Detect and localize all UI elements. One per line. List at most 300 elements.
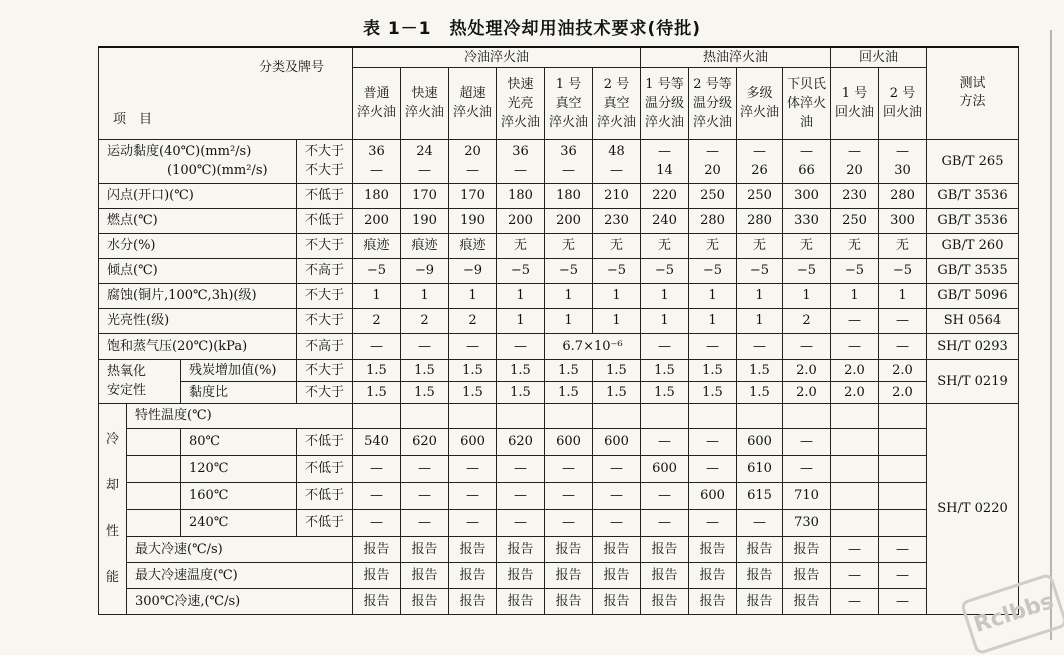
value-cell: 2.0 [783, 381, 831, 403]
empty-cell [783, 403, 831, 428]
value-line: 66 [798, 163, 815, 178]
value-cell: 1 [401, 283, 449, 308]
requirement-line: 不大于 [304, 144, 344, 159]
value-cell: 无 [783, 233, 831, 258]
value-cell: −5 [879, 258, 927, 283]
value-cell: −5 [783, 258, 831, 283]
value-cell: 无 [593, 233, 641, 258]
value-cell: 报告 [545, 536, 593, 562]
value-cell: 200 [497, 208, 545, 233]
property-label: 黏度比 [181, 381, 297, 403]
empty-cell [689, 403, 737, 428]
temperature-header: 特性温度(℃) [127, 403, 353, 428]
value-cell: 1 [641, 308, 689, 333]
value-cell: 240 [641, 208, 689, 233]
cooling-header-row [99, 403, 1019, 428]
requirement-cell: 不大于 [297, 359, 353, 381]
value-cell: — [641, 428, 689, 455]
column-header-line: 淬火油 [739, 105, 779, 120]
value-cell [831, 428, 879, 455]
group-label-line: 安定性 [107, 383, 147, 398]
value-cell: 1.5 [497, 381, 545, 403]
requirement-cell: 不大于 [297, 233, 353, 258]
property-label: 光亮性(级) [99, 308, 297, 333]
cooling-temperature-row [99, 428, 1019, 455]
group-cold-quench: 冷油淬火油 [353, 47, 641, 67]
value-cell-merged: 6.7×10⁻⁶ [545, 333, 641, 359]
value-cell [689, 139, 737, 183]
value-cell: 报告 [401, 588, 449, 614]
column-header-line: 2 号 [889, 86, 916, 101]
value-cell: 报告 [593, 588, 641, 614]
value-cell: 250 [689, 183, 737, 208]
value-cell: — [831, 536, 879, 562]
empty-cell [831, 403, 879, 428]
column-header [593, 67, 641, 139]
value-cell: 170 [449, 183, 497, 208]
method-cell: GB/T 260 [927, 233, 1019, 258]
value-cell: — [497, 455, 545, 482]
property-label: 燃点(℃) [99, 208, 297, 233]
value-line: 36 [512, 144, 529, 159]
table-number: 表 1－1 [362, 19, 432, 39]
value-cell: 报告 [449, 536, 497, 562]
value-cell: 无 [737, 233, 783, 258]
value-line: — [848, 144, 861, 159]
value-cell: — [449, 455, 497, 482]
value-cell: 1 [545, 283, 593, 308]
group-label-line: 热氧化 [107, 364, 147, 379]
value-line: 36 [368, 144, 385, 159]
column-header-line: 2 号等 [693, 76, 732, 92]
value-cell: 1 [879, 283, 927, 308]
value-line: 36 [560, 144, 577, 159]
value-cell: 620 [401, 428, 449, 455]
cooling-extra-row [99, 536, 1019, 562]
value-cell: 170 [401, 183, 449, 208]
value-cell: −5 [831, 258, 879, 283]
column-header-line: 普通 [363, 86, 390, 101]
value-cell: 报告 [593, 536, 641, 562]
property-row [99, 283, 1019, 308]
value-cell: 200 [545, 208, 593, 233]
value-cell: 报告 [737, 536, 783, 562]
property-row [99, 208, 1019, 233]
value-line: — [466, 163, 479, 178]
value-cell: 1.5 [545, 359, 593, 381]
value-cell: — [641, 482, 689, 509]
value-cell: — [831, 333, 879, 359]
value-cell: 报告 [783, 536, 831, 562]
value-cell: 报告 [689, 536, 737, 562]
value-cell: — [545, 482, 593, 509]
value-cell: 1.5 [353, 381, 401, 403]
value-line: 26 [751, 163, 768, 178]
value-cell: 330 [783, 208, 831, 233]
value-cell: 1.5 [449, 381, 497, 403]
value-cell: 报告 [545, 562, 593, 588]
column-header-line: 淬火油 [596, 114, 636, 130]
column-header-line: 淬火油 [356, 105, 396, 120]
cooling-temperature-row [99, 509, 1019, 536]
value-line: — [896, 144, 909, 159]
value-cell [831, 482, 879, 509]
property-label: 最大冷速(℃/s) [127, 536, 353, 562]
value-cell: 痕迹 [353, 233, 401, 258]
empty-cell [593, 403, 641, 428]
value-cell: 300 [783, 183, 831, 208]
viscosity-requirement [297, 139, 353, 183]
oxidation-row [99, 359, 1019, 381]
value-cell: 1.5 [641, 359, 689, 381]
value-cell: 1.5 [737, 359, 783, 381]
column-header-line: 真空 [555, 95, 582, 111]
vapor-pressure-row [99, 333, 1019, 359]
value-cell: — [831, 308, 879, 333]
value-cell: 1.5 [449, 359, 497, 381]
value-cell: 1.5 [401, 381, 449, 403]
value-cell: −5 [689, 258, 737, 283]
empty-cell [545, 403, 593, 428]
group-hot-quench: 热油淬火油 [641, 47, 831, 67]
requirement-cell: 不高于 [297, 333, 353, 359]
value-cell: — [449, 509, 497, 536]
value-line: — [562, 163, 575, 178]
value-cell [831, 139, 879, 183]
requirement-cell: 不低于 [297, 183, 353, 208]
value-cell: — [689, 428, 737, 455]
value-cell: 1.5 [401, 359, 449, 381]
property-row [99, 233, 1019, 258]
method-cell: GB/T 265 [927, 139, 1019, 183]
value-cell [879, 455, 927, 482]
value-cell: 无 [831, 233, 879, 258]
value-cell: — [879, 333, 927, 359]
spec-table [98, 46, 1019, 615]
column-header-line: 油 [799, 114, 813, 130]
value-cell: 1.5 [593, 381, 641, 403]
requirement-cell: 不大于 [297, 283, 353, 308]
value-cell [497, 139, 545, 183]
value-cell: — [879, 562, 927, 588]
value-cell: 报告 [497, 588, 545, 614]
method-cell: SH 0564 [927, 308, 1019, 333]
property-label: 水分(%) [99, 233, 297, 258]
value-cell: 250 [737, 183, 783, 208]
group-label-char: 却 [105, 477, 119, 493]
oxidation-row [99, 381, 1019, 403]
value-cell: — [497, 333, 545, 359]
column-header [545, 67, 593, 139]
cooling-group-label [99, 403, 127, 614]
value-cell: 报告 [689, 588, 737, 614]
value-line: 14 [656, 163, 673, 178]
column-header [449, 67, 497, 139]
value-cell: 620 [497, 428, 545, 455]
value-cell: 2.0 [879, 381, 927, 403]
empty-cell [127, 509, 181, 536]
watermark-logo: Rclbbs [960, 573, 1064, 655]
value-cell: 615 [737, 482, 783, 509]
value-cell: — [831, 588, 879, 614]
value-cell: — [783, 428, 831, 455]
value-cell: 220 [641, 183, 689, 208]
value-cell: 报告 [401, 536, 449, 562]
column-header-line: 下贝氏 [786, 76, 826, 92]
value-line: 24 [416, 144, 433, 159]
value-cell: 1 [783, 283, 831, 308]
column-header-line: 快速 [411, 86, 438, 101]
value-cell: 2.0 [831, 359, 879, 381]
column-header [641, 67, 689, 139]
value-cell: 无 [689, 233, 737, 258]
value-cell: 报告 [783, 562, 831, 588]
value-cell: 300 [879, 208, 927, 233]
property-label: 闪点(开口)(℃) [99, 183, 297, 208]
column-header [353, 67, 401, 139]
value-cell: 250 [831, 208, 879, 233]
value-cell [737, 139, 783, 183]
method-cell: GB/T 3536 [927, 183, 1019, 208]
value-cell [401, 139, 449, 183]
method-header [927, 47, 1019, 139]
column-header-line: 超速 [459, 86, 486, 101]
empty-cell [353, 403, 401, 428]
value-cell: — [545, 509, 593, 536]
requirement-cell: 不大于 [297, 381, 353, 403]
value-cell: −9 [449, 258, 497, 283]
column-header-line: 淬火油 [500, 114, 540, 130]
value-cell: 1 [497, 308, 545, 333]
empty-cell [449, 403, 497, 428]
value-line: 20 [846, 163, 863, 178]
column-header-line: 多级 [746, 86, 773, 101]
value-cell: 1.5 [497, 359, 545, 381]
column-header-line: 淬火油 [644, 114, 684, 130]
value-cell: 2 [783, 308, 831, 333]
requirement-cell: 不低于 [297, 428, 353, 455]
requirement-cell: 不低于 [297, 509, 353, 536]
method-label: 测试方法 [959, 76, 986, 110]
column-header [831, 67, 879, 139]
column-header-line: 2 号 [603, 76, 630, 92]
value-cell: 200 [353, 208, 401, 233]
value-cell [353, 139, 401, 183]
value-cell: 报告 [497, 536, 545, 562]
column-header-line: 快速 [507, 76, 534, 92]
value-cell: — [689, 455, 737, 482]
value-cell: 无 [641, 233, 689, 258]
empty-cell [127, 428, 181, 455]
value-cell: 1.5 [545, 381, 593, 403]
empty-cell [879, 403, 927, 428]
property-label: 300℃冷速,(℃/s) [127, 588, 353, 614]
value-cell: 230 [593, 208, 641, 233]
value-cell: 1 [353, 283, 401, 308]
value-cell: — [641, 333, 689, 359]
value-cell: 报告 [545, 588, 593, 614]
value-cell: — [353, 482, 401, 509]
column-header [689, 67, 737, 139]
empty-cell [497, 403, 545, 428]
value-cell: 报告 [353, 562, 401, 588]
value-cell: — [593, 482, 641, 509]
group-tempering: 回火油 [831, 47, 927, 67]
column-header [497, 67, 545, 139]
value-cell: 280 [737, 208, 783, 233]
value-cell: 1.5 [593, 359, 641, 381]
value-cell: 2.0 [879, 359, 927, 381]
value-cell [545, 139, 593, 183]
value-cell: — [401, 333, 449, 359]
value-cell: — [593, 455, 641, 482]
value-line: — [610, 163, 623, 178]
value-cell: 230 [831, 183, 879, 208]
property-label: 最大冷速温度(℃) [127, 562, 353, 588]
value-cell: — [641, 509, 689, 536]
column-header-line: 淬火油 [548, 114, 588, 130]
value-cell: — [497, 509, 545, 536]
value-cell: — [879, 588, 927, 614]
value-cell: 710 [783, 482, 831, 509]
category-label: 分类及牌号 [258, 60, 324, 75]
cooling-extra-row [99, 562, 1019, 588]
value-line: 48 [608, 144, 625, 159]
value-cell: 190 [449, 208, 497, 233]
value-cell: 1 [593, 283, 641, 308]
value-cell: 1 [689, 308, 737, 333]
column-header-line: 淬火油 [692, 114, 732, 130]
value-cell: −5 [641, 258, 689, 283]
method-cell: GB/T 3535 [927, 258, 1019, 283]
method-cell: SH/T 0293 [927, 333, 1019, 359]
value-cell: — [353, 333, 401, 359]
value-cell: 610 [737, 455, 783, 482]
value-cell: 1.5 [689, 381, 737, 403]
value-cell: 1 [737, 308, 783, 333]
value-line: 30 [894, 163, 911, 178]
value-cell [593, 139, 641, 183]
method-cell: SH/T 0220 [927, 403, 1019, 614]
property-row [99, 308, 1019, 333]
value-cell: 报告 [641, 562, 689, 588]
empty-cell [401, 403, 449, 428]
value-cell: 2.0 [831, 381, 879, 403]
empty-cell [127, 455, 181, 482]
value-cell: 730 [783, 509, 831, 536]
value-cell: 600 [545, 428, 593, 455]
value-cell: 600 [593, 428, 641, 455]
value-cell: — [401, 455, 449, 482]
viscosity-label-line: (100℃)(mm²/s) [167, 163, 268, 178]
value-cell: 报告 [641, 536, 689, 562]
group-label-char: 冷 [105, 431, 119, 447]
column-header-line: 真空 [603, 95, 630, 111]
value-cell: 1 [641, 283, 689, 308]
value-cell [879, 139, 927, 183]
value-cell: 无 [497, 233, 545, 258]
scan-edge [1050, 30, 1052, 640]
value-cell [879, 509, 927, 536]
value-cell: 190 [401, 208, 449, 233]
value-cell: 1 [545, 308, 593, 333]
value-cell: 180 [497, 183, 545, 208]
method-cell: GB/T 5096 [927, 283, 1019, 308]
empty-cell [127, 482, 181, 509]
value-cell: — [353, 509, 401, 536]
value-line: — [418, 163, 431, 178]
value-cell: 600 [689, 482, 737, 509]
corner-header [99, 47, 353, 139]
value-cell: 报告 [353, 588, 401, 614]
value-cell: — [879, 536, 927, 562]
method-cell: GB/T 3536 [927, 208, 1019, 233]
temperature-label: 240℃ [181, 509, 297, 536]
value-cell: 痕迹 [449, 233, 497, 258]
column-header-line: 1 号等 [645, 76, 684, 92]
value-cell: — [401, 482, 449, 509]
value-cell: 痕迹 [401, 233, 449, 258]
value-cell: 2 [449, 308, 497, 333]
value-cell: — [593, 509, 641, 536]
property-row [99, 258, 1019, 283]
value-cell: 报告 [449, 588, 497, 614]
value-cell: 报告 [641, 588, 689, 614]
value-cell: 1 [449, 283, 497, 308]
value-cell [831, 455, 879, 482]
value-cell: 1 [737, 283, 783, 308]
value-cell: 2 [353, 308, 401, 333]
value-cell: 无 [879, 233, 927, 258]
group-label-char: 性 [105, 523, 119, 539]
value-cell: — [831, 562, 879, 588]
value-cell: — [449, 482, 497, 509]
value-cell: 报告 [689, 562, 737, 588]
value-cell: −5 [353, 258, 401, 283]
value-cell: 280 [689, 208, 737, 233]
column-header [879, 67, 927, 139]
column-header-line: 体淬火 [786, 95, 826, 111]
temperature-label: 80℃ [181, 428, 297, 455]
value-cell: 报告 [449, 562, 497, 588]
cooling-temperature-row [99, 482, 1019, 509]
property-label: 倾点(℃) [99, 258, 297, 283]
requirement-line: 不大于 [304, 163, 344, 178]
value-cell: — [737, 509, 783, 536]
value-cell: 180 [545, 183, 593, 208]
value-cell: −5 [593, 258, 641, 283]
column-header-line: 回火油 [882, 105, 922, 120]
cooling-temperature-row [99, 455, 1019, 482]
temperature-label: 120℃ [181, 455, 297, 482]
value-cell: −5 [545, 258, 593, 283]
value-cell: 600 [641, 455, 689, 482]
value-line: — [370, 163, 383, 178]
oxidation-group-label [99, 359, 181, 403]
value-cell: 1.5 [737, 381, 783, 403]
value-cell [879, 428, 927, 455]
value-cell: 280 [879, 183, 927, 208]
value-line: — [753, 144, 766, 159]
viscosity-label [99, 139, 297, 183]
empty-cell [641, 403, 689, 428]
column-header-line: 温分级 [644, 95, 684, 111]
value-cell: — [783, 455, 831, 482]
value-cell: 1.5 [641, 381, 689, 403]
property-label: 残炭增加值(%) [181, 359, 297, 381]
value-line: — [514, 163, 527, 178]
group-label-char: 能 [105, 569, 119, 585]
